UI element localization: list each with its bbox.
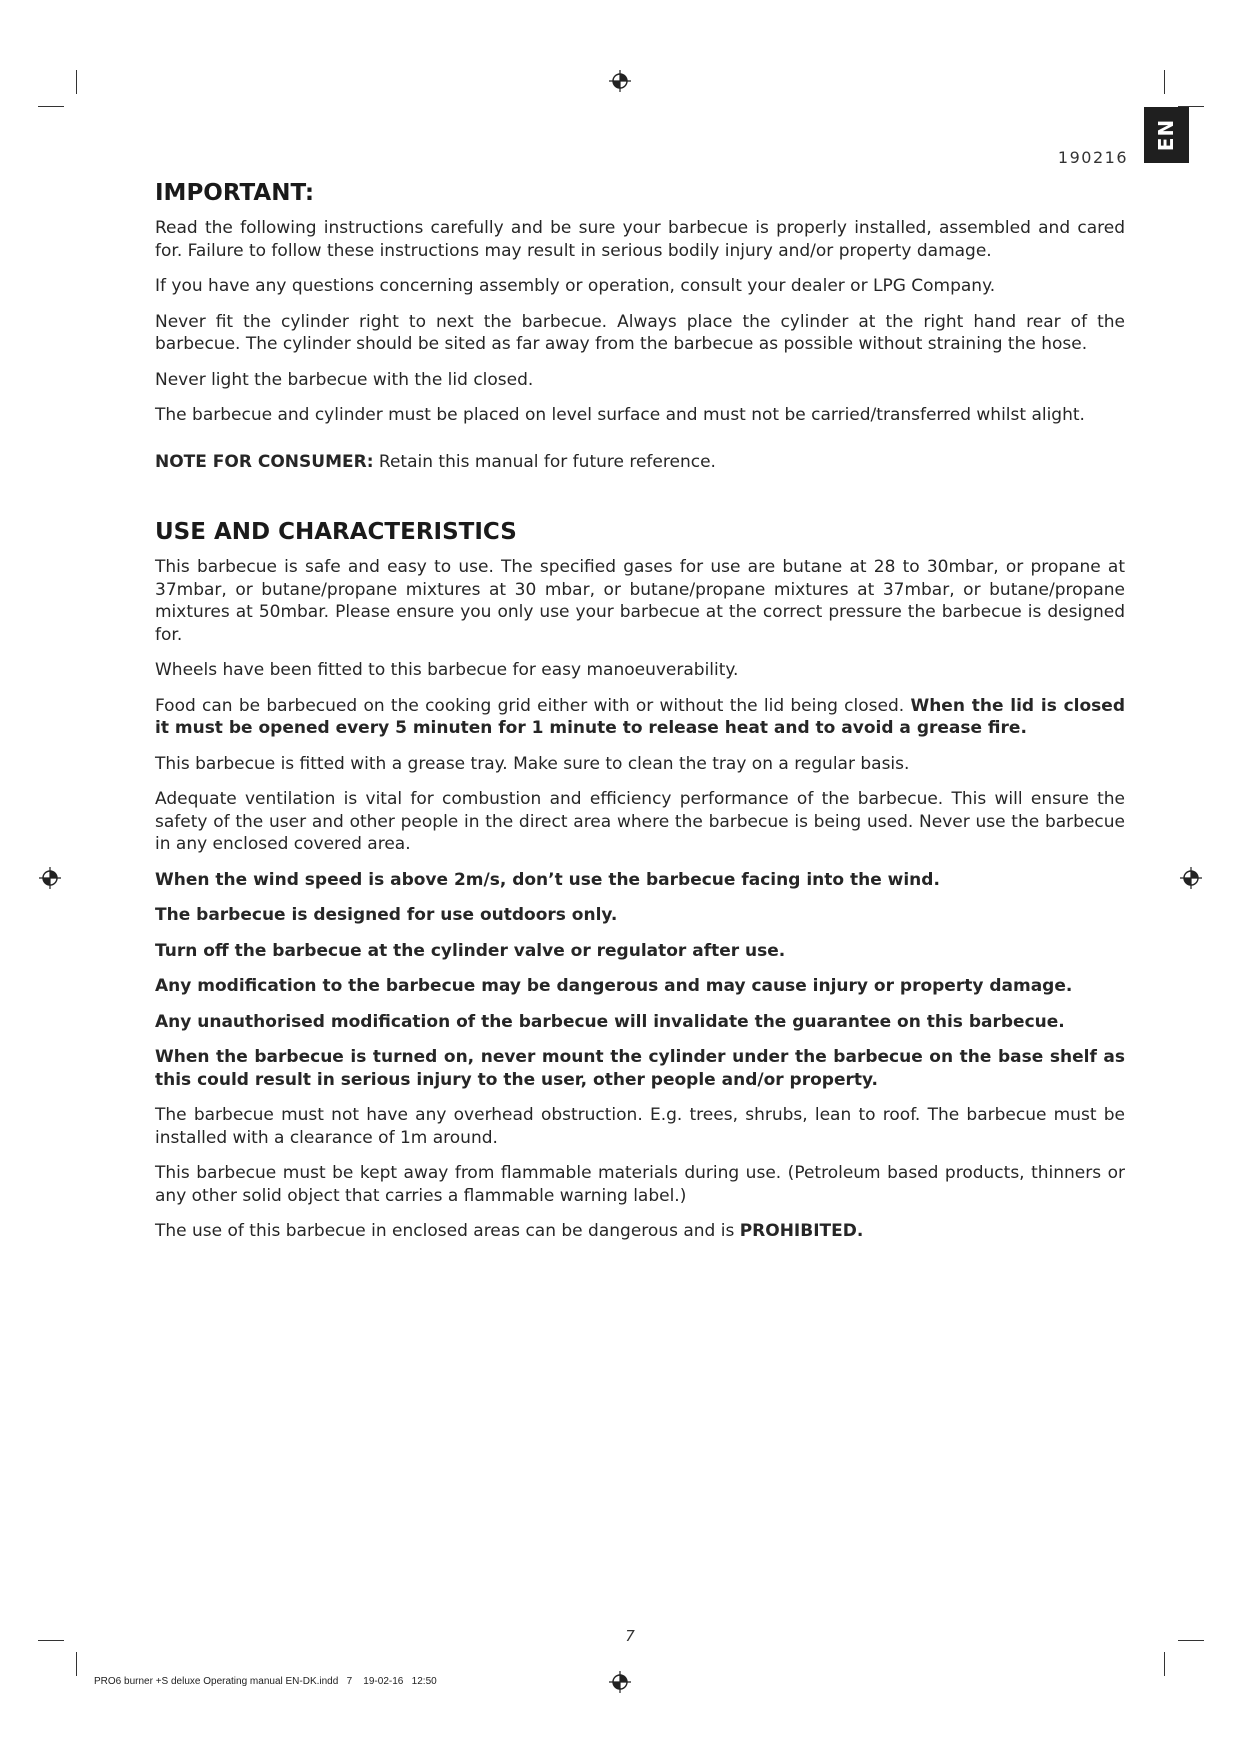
use-paragraph-gases: This barbecue is safe and easy to use. The specified gases for use are butane at 28 to 30mbar, or propane at 37mbar, or butane/propane mixtures at 30 mbar, or butane/propane mixtures at 37mbar, or butane/propane mixtures at 50mbar. Please ensure you only use your barbecue at the correct pressure the barbecue is designed for. [155,557,1125,645]
use-paragraph-enclosed [155,1220,1125,1243]
important-heading: IMPORTANT: [155,180,315,206]
important-paragraph: Read the following instructions carefully and be sure your barbecue is properly installed, assembled and cared for. Failure to follow these instructions may result in serious bodily injury and/or property damage. [155,218,1125,261]
main-content [155,180,1125,1256]
lid-warning: When the lid is closed it must be opened every 5 minuten for 1 minute to release heat and to avoid a grease fire. [155,695,1125,738]
warning-wind: When the wind speed is above 2m/s, don’t use the barbecue facing into the wind. [155,869,940,890]
prohibited-label: PROHIBITED. [739,1221,864,1241]
use-characteristics-heading: USE AND CHARACTERISTICS [155,519,517,545]
use-paragraph-flammable: This barbecue must be kept away from flammable materials during use. (Petroleum based products, thinners or any other solid object that carries a flammable warning label.) [155,1163,1125,1206]
consumer-note-text: Retain this manual for future reference. [373,451,716,472]
registration-mark-icon-top [609,70,631,92]
use-paragraph-overhead: The barbecue must not have any overhead obstruction. E.g. trees, shrubs, lean to roof. The barbecue must be installed with a clearance of 1m around. [155,1105,1125,1148]
use-paragraph-ventilation: Adequate ventilation is vital for combustion and efficiency performance of the barbecue. This will ensure the safety of the user and other people in the direct area where the barbecue is being used. Never use the barbecue in any enclosed covered area. [155,789,1125,854]
crop-mark-bottom-right-horizontal [1178,1640,1204,1641]
registration-mark-icon-left [39,867,61,889]
language-tab [1144,107,1189,163]
crop-mark-bottom-left-vertical [76,1652,77,1676]
warning-modification: Any modification to the barbecue may be dangerous and may cause injury or property damage. [155,976,1073,996]
warning-turn-off: Turn off the barbecue at the cylinder valve or regulator after use. [155,940,786,961]
crop-mark-top-right-vertical [1164,70,1165,94]
use-paragraph-grease-tray: This barbecue is fitted with a grease tray. Make sure to clean the tray on a regular basis. [155,753,910,774]
use-paragraph-wheels: Wheels have been fitted to this barbecue for easy manoeuverability. [155,660,739,680]
consumer-note-label: NOTE FOR CONSUMER: [155,451,374,472]
important-paragraph: Never fit the cylinder right to next the barbecue. Always place the cylinder at the right hand rear of the barbecue. The cylinder should be sited as far away from the barbecue as possible without straining the hose. [155,311,1125,354]
warning-cylinder-mount: When the barbecue is turned on, never mount the cylinder under the barbecue on the base shelf as this could result in serious injury to the user, other people and/or property. [155,1047,1125,1090]
registration-mark-icon-bottom [609,1671,631,1693]
enclosed-text: The use of this barbecue in enclosed areas can be dangerous and is [155,1221,740,1241]
important-paragraph: The barbecue and cylinder must be placed on level surface and must not be carried/transferred whilst alight. [155,405,1085,425]
use-paragraph-lid [155,695,1125,740]
crop-mark-top-left-horizontal [38,106,64,107]
important-paragraph: If you have any questions concerning assembly or operation, consult your dealer or LPG Company. [155,276,996,296]
language-tab-label: EN [1154,118,1179,152]
important-paragraph: Never light the barbecue with the lid closed. [155,369,534,390]
crop-mark-bottom-right-vertical [1164,1652,1165,1676]
page-number: 7 [625,1627,635,1645]
crop-mark-top-left-vertical [76,70,77,94]
registration-mark-icon-right [1180,867,1202,889]
document-code: 190216 [1057,148,1128,167]
lid-text: Food can be barbecued on the cooking grid either with or without the lid being closed. [155,695,911,716]
warning-guarantee: Any unauthorised modification of the barbecue will invalidate the guarantee on this barbecue. [155,1011,1065,1032]
footer-file-info: PRO6 burner +S deluxe Operating manual EN-DK.indd 7 19-02-16 12:50 [94,1676,437,1687]
consumer-note [155,451,1125,474]
crop-mark-bottom-left-horizontal [38,1640,64,1641]
warning-outdoors: The barbecue is designed for use outdoors only. [155,905,618,925]
